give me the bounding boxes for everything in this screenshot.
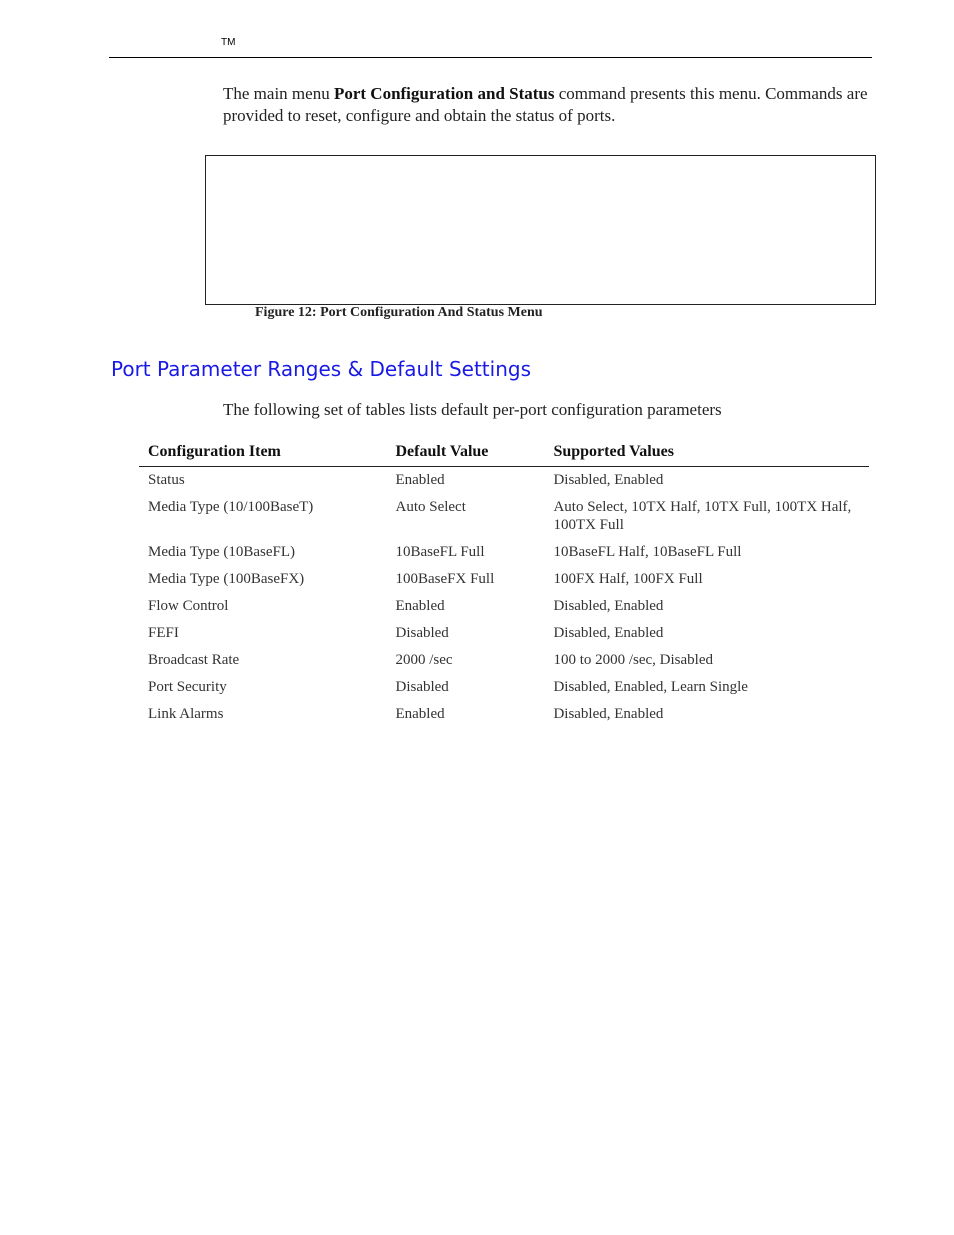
table-row: [139, 567, 869, 594]
cell-supported: Disabled, Enabled: [553, 706, 664, 722]
cell-supported: Disabled, Enabled, Learn Single: [553, 679, 748, 695]
cell-default: Enabled: [395, 706, 445, 722]
cell-default: 100BaseFX Full: [395, 571, 495, 587]
intro-prefix: The main menu: [223, 84, 334, 103]
trademark-mark: TM: [221, 37, 236, 48]
cell-item: Status: [148, 472, 185, 488]
cell-default: Disabled: [395, 679, 449, 695]
table-row: [139, 594, 869, 621]
parameter-table: [139, 441, 869, 729]
table-header-row: [139, 441, 869, 467]
intro-command: Port Configuration and Status: [333, 84, 555, 103]
section-heading: Port Parameter Ranges & Default Settings: [111, 357, 531, 381]
intro-paragraph: [223, 83, 873, 127]
cell-supported: Disabled, Enabled: [553, 472, 664, 488]
cell-supported: 100 to 2000 /sec, Disabled: [553, 652, 713, 668]
cell-default: Enabled: [395, 472, 445, 488]
table-row: [139, 648, 869, 675]
header-rule: [109, 57, 872, 58]
table-row: [139, 675, 869, 702]
intro-suffix: command presents this menu. Commands are provided to reset, configure and obtain the status of ports.: [223, 84, 868, 125]
table-row: [139, 467, 869, 496]
header-configuration-item: Configuration Item: [139, 441, 386, 467]
cell-item: Media Type (100BaseFX): [148, 571, 305, 587]
cell-item: Media Type (10BaseFL): [148, 544, 295, 560]
table-row: [139, 495, 869, 540]
cell-item: Port Security: [148, 679, 227, 695]
cell-default: Enabled: [395, 598, 445, 614]
table-intro: The following set of tables lists default per-port configuration parameters: [223, 400, 722, 419]
cell-item: FEFI: [148, 625, 179, 641]
table-row: [139, 621, 869, 648]
table-row: [139, 702, 869, 729]
header-default-value: Default Value: [386, 441, 544, 467]
cell-supported: Disabled, Enabled: [553, 598, 664, 614]
header-supported-values: Supported Values: [544, 441, 869, 467]
table-row: [139, 540, 869, 567]
cell-supported: Disabled, Enabled: [553, 625, 664, 641]
cell-item: Broadcast Rate: [148, 652, 240, 668]
cell-default: Disabled: [395, 625, 449, 641]
cell-default: Auto Select: [395, 499, 466, 515]
cell-supported: 10BaseFL Half, 10BaseFL Full: [553, 544, 742, 560]
figure-menu-box: [205, 155, 876, 305]
cell-default: 2000 /sec: [395, 652, 453, 668]
cell-item: Flow Control: [148, 598, 229, 614]
cell-supported: Auto Select, 10TX Half, 10TX Full, 100TX Half, 100TX Full: [553, 499, 852, 533]
figure-caption: Figure 12: Port Configuration And Status Menu: [255, 305, 543, 320]
cell-supported: 100FX Half, 100FX Full: [553, 571, 703, 587]
cell-item: Media Type (10/100BaseT): [148, 499, 314, 515]
cell-item: Link Alarms: [148, 706, 224, 722]
cell-default: 10BaseFL Full: [395, 544, 485, 560]
